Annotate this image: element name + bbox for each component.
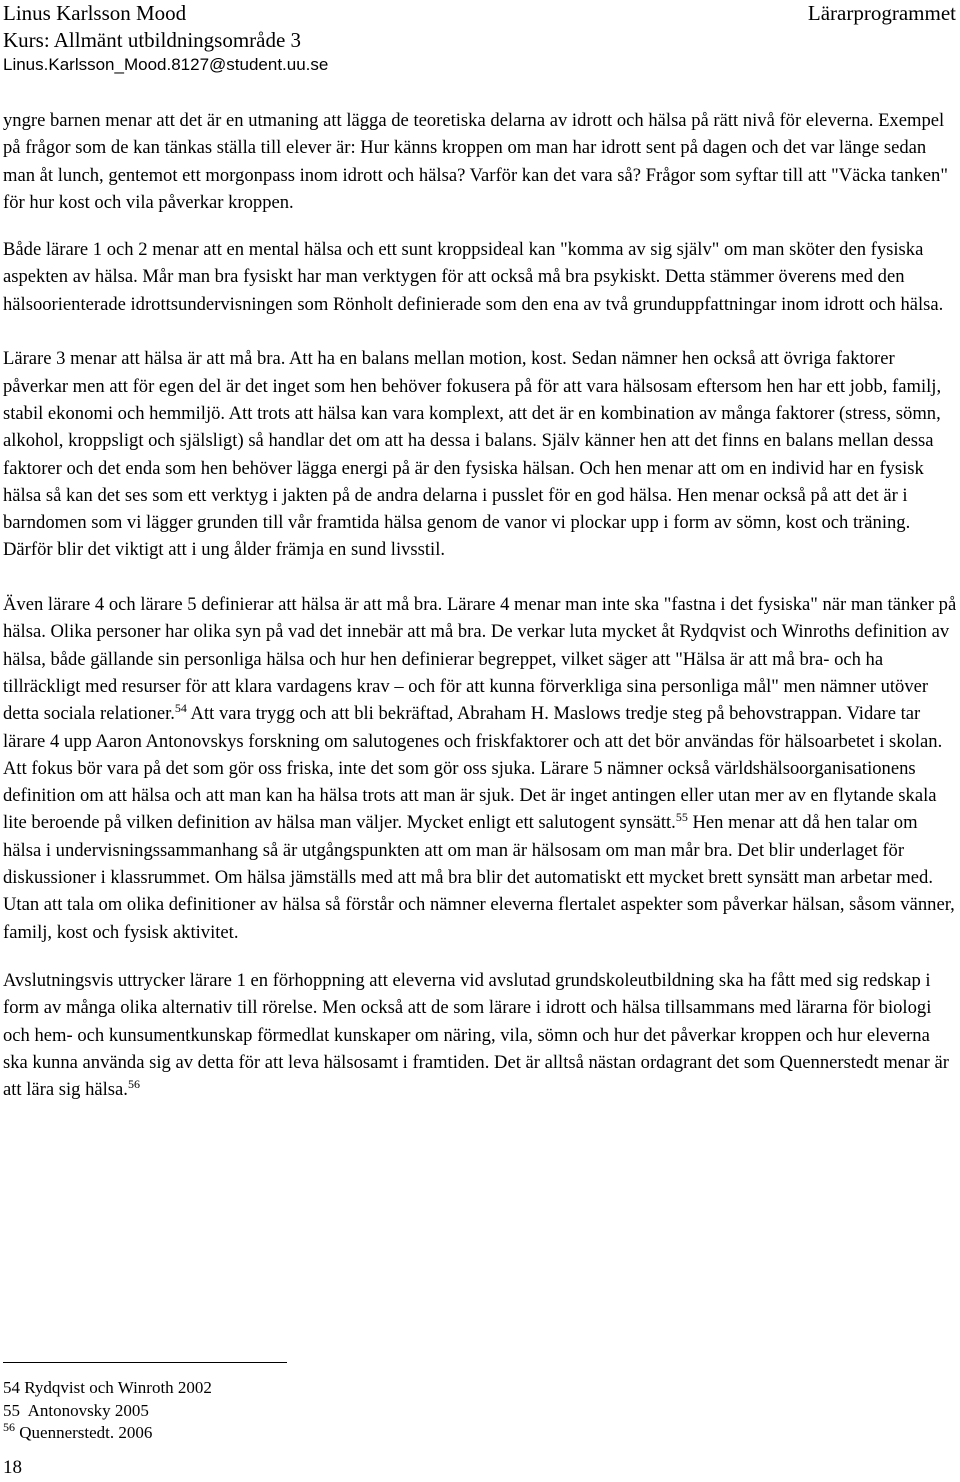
paragraph bbox=[3, 591, 958, 946]
paragraph bbox=[3, 345, 958, 563]
page-header-left bbox=[3, 0, 328, 76]
author-name: Linus Karlsson Mood bbox=[3, 1, 187, 25]
program-name: Lärarprogrammet bbox=[807, 1, 956, 25]
page-number: 18 bbox=[3, 1457, 22, 1478]
paragraph-text: Även lärare 4 och lärare 5 definierar att hälsa är att må bra. Lärare 4 menar man inte ska "fastna i det fysiska" när man tänker på hälsa. Olika personer har olika syn på vad det innebär att må bra. De verkar luta mycket åt Rydqvist och Winroths definition av hälsa, både gällande sin personliga hälsa och hur hen definierar begreppet, vilket säger att "Hälsa är att må bra- och ha tillräckligt med resurser för att klara vardagens krav – och för att kunna förverkliga sina personliga mål" men nämner utöver detta sociala relationer. bbox=[3, 594, 957, 725]
paragraph-text: Hen menar att då hen talar om hälsa i undervisningssammanhang så är utgångspunkten att om man är hälsosam om man mår bra. Det blir underlaget för diskussioner i klassrummet. Om hälsa jämställs med att må bra blir det automatiskt ett mycket brett synsätt man arbetar med. Utan att tala om olika definitioner av hälsa så förstår och nämner eleverna flertalet aspekter som påverkar hälsan, såsom vänner, familj, kost och fysisk aktivitet. bbox=[3, 812, 955, 943]
footnote-divider bbox=[3, 1362, 287, 1363]
footnote-reference[interactable]: 56 bbox=[127, 1077, 140, 1092]
footnote-text: Antonovsky 2005 bbox=[27, 1400, 149, 1420]
footnote bbox=[3, 1400, 212, 1423]
footnote-text: Rydqvist och Winroth 2002 bbox=[24, 1378, 212, 1397]
footnote bbox=[3, 1422, 212, 1445]
paragraph bbox=[3, 107, 958, 216]
footnote bbox=[3, 1377, 212, 1400]
paragraph-text: Lärare 3 menar att hälsa är att må bra. Att ha en balans mellan motion, kost. Sedan nämner hen också att övriga faktorer påverkar men att för egen del är det inget som hen behöver fokusera på för att vara hälsosam eftersom hen har ett jobb, familj, stabil ekonomi och hemmiljö. Att trots att hälsa kan vara komplext, att det är en kombination av många faktorer (stress, sömn, alkohol, kroppsligt och själsligt) så handlar det om att ha dessa i balans. Själv känner hen att det finns en balans mellan dessa faktorer och det enda som hen behöver lägga energi på är den fysiska hälsan. Och hen menar att om en individ har en fysisk hälsa så kan det ses som ett verktyg i jakten på de andra delarna i pusslet för en god hälsa. Hen menar också på att det är i barndomen som vi lägger grunden till vår framtida hälsa genom de vanor vi plockar upp i form av sömn, kost och träning. Därför blir det viktigt att i ung ålder främja en sund livsstil. bbox=[3, 348, 942, 561]
paragraph-text: Avslutningsvis uttrycker lärare 1 en förhoppning att eleverna vid avslutad grundskoleutbildning ska ha fått med sig redskap i form av många olika alternativ till rörelse. Men också att de som lärare i idrott och hälsa tillsammans med lärarna för biologi och hem- och kunsumentkunskap förmedlat kunskaper om näring, vila, sömn och hur det påverkar kroppen och hur eleverna ska kunna använda sig av detta för att leva hälsosamt i framtiden. Det är alltså nästan ordagrant det som Quennerstedt menar är att lära sig hälsa. bbox=[3, 969, 949, 1101]
paragraph-text: yngre barnen menar att det är en utmaning att lägga de teoretiska delarna av idrott och hälsa på rätt nivå för eleverna. Exempel på frågor som de kan tänkas ställa till elever är: Hur känns kroppen om man har idrott sent på dagen och det var länge sedan man åt lunch, gentemot ett morgonpass inom idrott och hälsa? Varför kan det vara så? Frågor som syftar till att "Väcka tanken" för hur kost och vila påverkar kroppen. bbox=[3, 110, 948, 213]
footnote-number: 55 bbox=[3, 1400, 20, 1420]
footnote-number: 56 bbox=[3, 1420, 15, 1434]
course-name: Kurs: Allmänt utbildningsområde 3 bbox=[3, 28, 302, 52]
author-email: Linus.Karlsson_Mood.8127@student.uu.se bbox=[3, 55, 329, 74]
paragraph bbox=[3, 967, 958, 1103]
footnote-reference[interactable]: 54 bbox=[174, 701, 187, 716]
paragraph-text: Både lärare 1 och 2 menar att en mental hälsa och ett sunt kroppsideal kan "komma av sig själv" om man sköter den fysiska aspekten av hälsa. Mår man bra fysiskt har man verktygen för att också må bra psykiskt. Detta stämmer överens med den hälsoorienterade idrottsundervisningen som Rönholt definierade som den ena av två grunduppfattningar inom idrott och hälsa. bbox=[3, 239, 944, 315]
body-text bbox=[3, 107, 958, 1103]
footnote-text: Quennerstedt. 2006 bbox=[19, 1423, 153, 1442]
paragraph bbox=[3, 236, 958, 318]
paragraph-text: Att vara trygg och att bli bekräftad, Abraham H. Maslows tredje steg på behovstrappan. Vidare tar lärare 4 upp Aaron Antonovskys forskning om salutogenes och friskfaktorer och att det bör användas för hälsoarbetet i skolan. Att fokus bör vara på det som gör oss friska, inte det som gör oss sjuka. Lärare 5 nämner också världshälsoorganisationens definition om att hälsa och att man kan ha hälsa trots att man är sjuk. Det är inget antingen eller utan mer av en flytande skala lite beroende på vilken definition av hälsa man väljer. Mycket enligt ett salutogent synsätt. bbox=[3, 703, 943, 834]
footnote-reference[interactable]: 55 bbox=[675, 810, 688, 825]
footnote-number: 54 bbox=[3, 1378, 20, 1397]
footnotes bbox=[3, 1377, 212, 1445]
